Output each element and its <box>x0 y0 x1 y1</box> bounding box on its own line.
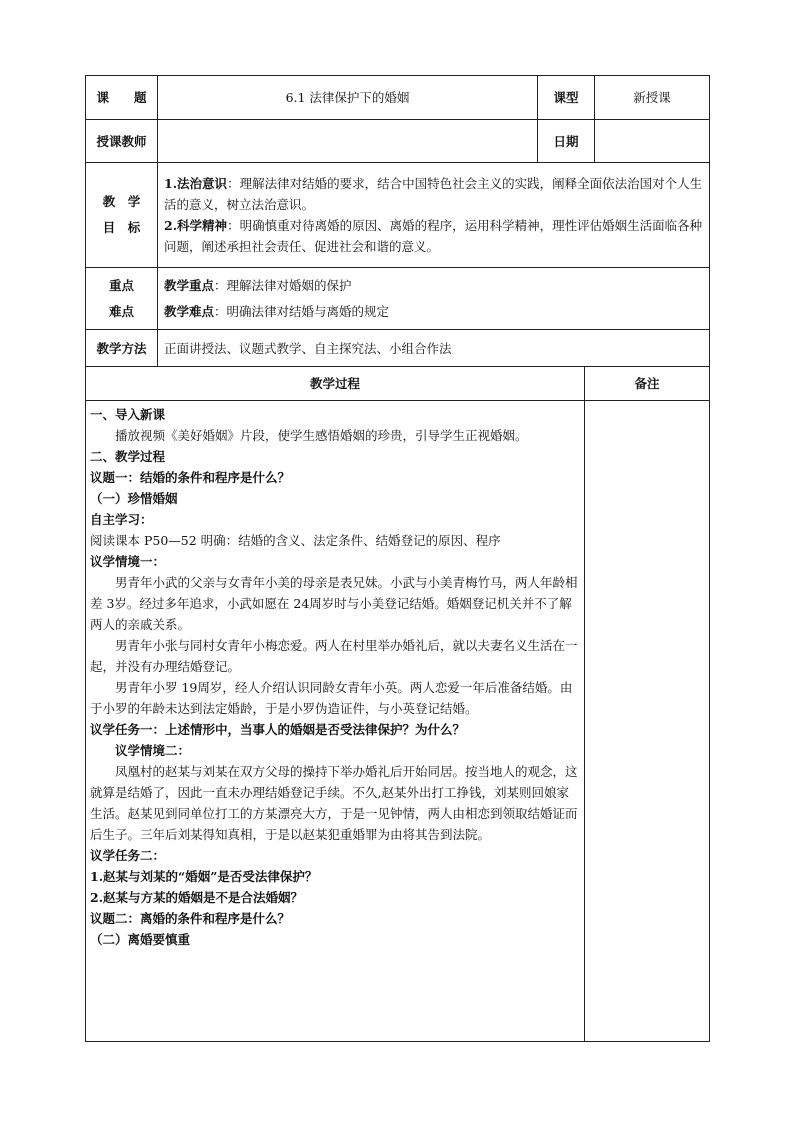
process-header-row <box>86 367 710 401</box>
process-row <box>86 401 710 1042</box>
objective-1-title: 1.法治意识 <box>164 176 228 191</box>
objective-2 <box>164 215 703 257</box>
subsection-2-heading: （二）离婚要慎重 <box>90 932 191 947</box>
lesson-plan <box>85 75 709 1042</box>
objective-1-text: ：理解法律对结婚的要求，结合中国特色社会主义的实践，阐释全面依法治国对个人生活的意义，树立法治意识。 <box>164 176 703 212</box>
objective-1 <box>164 173 703 215</box>
scenario-1-case-1: 男青年小武的父亲与女青年小美的母亲是表兄妹。小武与小美青梅竹马，两人年龄相差 3岁。经过多年追求，小武如愿在 24周岁时与小美登记结婚。婚姻登记机关并不了解两人的亲戚关系。 <box>90 575 578 632</box>
lesson-type-label: 课型 <box>538 76 595 120</box>
topic-2-heading: 议题二：离婚的条件和程序是什么？ <box>90 911 291 926</box>
scenario-1-case-3: 男青年小罗 19周岁，经人介绍认识同龄女青年小英。两人恋爱一年后准备结婚。由于小罗的年龄未达到法定婚龄，于是小罗伪造证件，与小英登记结婚。 <box>90 680 573 716</box>
topic-1-heading: 议题一：结婚的条件和程序是什么？ <box>90 470 291 485</box>
section-intro-heading: 一、导入新课 <box>90 407 166 422</box>
method-label: 教学方法 <box>86 330 158 367</box>
topic-row <box>86 76 710 120</box>
difficult-point-text: ：明确法律对结婚与离婚的规定 <box>214 303 390 319</box>
lesson-plan-table <box>85 75 710 1042</box>
scenario-2-label: 议学情境二： <box>115 743 191 758</box>
objectives-label-line2: 目 标 <box>102 220 141 235</box>
keypoints-row <box>86 268 710 330</box>
process-header: 教学过程 <box>86 367 585 401</box>
teacher-value <box>158 120 538 163</box>
objectives-label <box>86 163 158 268</box>
self-study-label: 自主学习： <box>90 512 153 527</box>
keypoints-label-line1: 重点 <box>108 277 134 293</box>
topic-value: 6.1 法律保护下的婚姻 <box>158 76 538 120</box>
objectives-row <box>86 163 710 268</box>
subsection-1-heading: （一）珍惜婚姻 <box>90 491 178 506</box>
lesson-type-value: 新授课 <box>595 76 710 120</box>
method-row <box>86 330 710 367</box>
task-2-question-2: 2.赵某与方某的婚姻是不是合法婚姻？ <box>90 890 304 905</box>
date-label: 日期 <box>538 120 595 163</box>
scenario-1-label: 议学情境一： <box>90 554 166 569</box>
keypoints-label-line2: 难点 <box>108 303 134 319</box>
objective-2-text: ：明确慎重对待离婚的原因、离婚的程序，运用科学精神，理性评估婚姻生活面临各种问题，阐述承担社会责任、促进社会和谐的意义。 <box>164 218 703 254</box>
keypoints-content <box>158 268 710 330</box>
objectives-content <box>158 163 710 268</box>
date-value <box>595 120 710 163</box>
notes-content <box>585 401 710 1042</box>
self-study-text: 阅读课本 P50—52 明确：结婚的含义、法定条件、结婚登记的原因、程序 <box>90 533 501 548</box>
difficult-point-title: 教学难点 <box>164 303 215 319</box>
intro-text: 播放视频《美好婚姻》片段，使学生感悟婚姻的珍贵，引导学生正视婚姻。 <box>115 428 528 443</box>
task-2-label: 议学任务二： <box>90 848 166 863</box>
objectives-label-line1: 教 学 <box>102 194 141 209</box>
task-2-question-1: 1.赵某与刘某的“婚姻”是否受法律保护？ <box>90 869 318 884</box>
teacher-row <box>86 120 710 163</box>
process-content <box>86 401 585 1042</box>
teacher-label: 授课教师 <box>86 120 158 163</box>
method-value: 正面讲授法、议题式教学、自主探究法、小组合作法 <box>158 330 710 367</box>
topic-label: 课 题 <box>86 76 158 120</box>
task-1: 议学任务一：上述情形中，当事人的婚姻是否受法律保护？为什么？ <box>90 722 466 737</box>
key-point-text: ：理解法律对婚姻的保护 <box>214 277 352 293</box>
key-point <box>164 273 703 299</box>
keypoints-label <box>86 268 158 330</box>
scenario-2-text: 凤凰村的赵某与刘某在双方父母的操持下举办婚礼后开始同居。按当地人的观念，这就算是结婚了，因此一直未办理结婚登记手续。不久,赵某外出打工挣钱，刘某则回娘家生活。赵某见到同单位打工的方某漂亮大方，于是一见钟情，两人由相恋到领取结婚证而后生子。三年后刘某得知真相，于是以赵某犯重婚罪为由将其告到法院。 <box>90 764 578 842</box>
scenario-1-case-2: 男青年小张与同村女青年小梅恋爱。两人在村里举办婚礼后，就以夫妻名义生活在一起，并没有办理结婚登记。 <box>90 638 578 674</box>
difficult-point <box>164 299 703 325</box>
objective-2-title: 2.科学精神 <box>164 218 228 233</box>
notes-header: 备注 <box>585 367 710 401</box>
section-process-heading: 二、教学过程 <box>90 449 166 464</box>
key-point-title: 教学重点 <box>164 277 215 293</box>
